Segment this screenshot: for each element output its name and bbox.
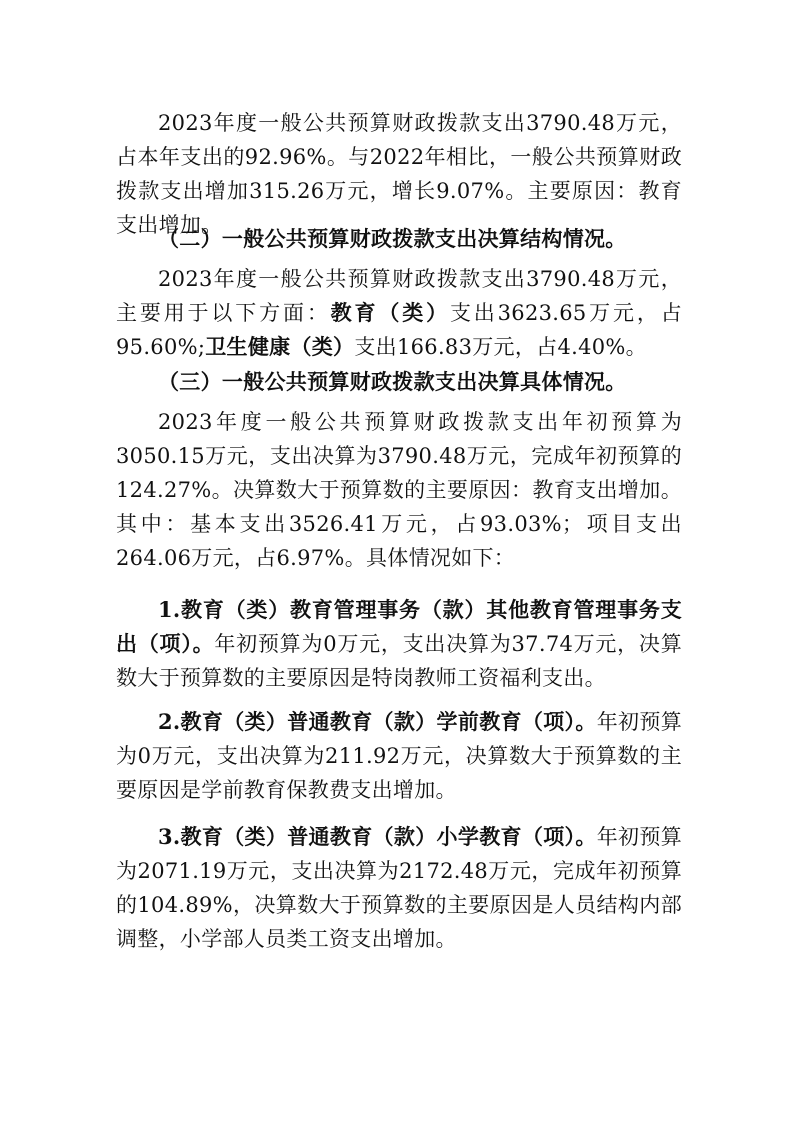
- paragraph-structure: [116, 262, 682, 364]
- item-title: 1.教育（类）教育管理事务（款）其他教育管理事务支出（项）。: [116, 597, 682, 656]
- category-health-text: 支出166.83万元，占4.40%。: [354, 335, 647, 359]
- item-text: 年初预算为2071.19万元，支出决算为2172.48万元，完成年初预算的104.89%，决算数大于预算数的主要原因是人员结构内部调整，小学部人员类工资支出增加。: [116, 825, 682, 951]
- item-text: 年初预算为0万元，支出决算为211.92万元，决算数大于预算数的主要原因是学前教育保教费支出增加。: [116, 710, 682, 802]
- item-title: 3.教育（类）普通教育（款）小学教育（项）。: [158, 824, 597, 849]
- section-heading-details: [116, 365, 682, 399]
- item-2: [116, 705, 682, 807]
- paragraph-text: 2023年度一般公共预算财政拨款支出年初预算为3050.15万元，支出决算为3790.48万元，完成年初预算的124.27%。决算数大于预算数的主要原因：教育支出增加。其中：基本支出3526.41万元，占93.03%；项目支出264.06万元，占6.97%。具体情况如下：: [116, 410, 682, 570]
- paragraph-details: [116, 405, 682, 575]
- paragraph-text: 2023年度一般公共预算财政拨款支出3790.48万元，占本年支出的92.96%。与2022年相比，一般公共预算财政拨款支出增加315.26万元，增长9.07%。主要原因：教育支出增加。: [116, 111, 682, 237]
- item-3: [116, 820, 682, 956]
- section-heading-structure: [116, 222, 682, 256]
- item-text: 年初预算为0万元，支出决算为37.74万元，决算数大于预算数的主要原因是特岗教师工资福利支出。: [116, 632, 682, 690]
- item-1: [116, 593, 682, 695]
- category-education-label: 教育（类）: [330, 300, 450, 325]
- category-health-label: 卫生健康（类）: [205, 334, 355, 359]
- heading-text: （三）一般公共预算财政拨款支出决算具体情况。: [158, 369, 627, 394]
- item-title: 2.教育（类）普通教育（款）学前教育（项）。: [158, 709, 597, 734]
- category-education-text: 支出3623.65万元，占95.60%;: [116, 301, 682, 359]
- heading-text: （二）一般公共预算财政拨款支出决算结构情况。: [158, 226, 627, 251]
- paragraph-text: 2023年度一般公共预算财政拨款支出3790.48万元，主要用于以下方面：: [116, 267, 682, 325]
